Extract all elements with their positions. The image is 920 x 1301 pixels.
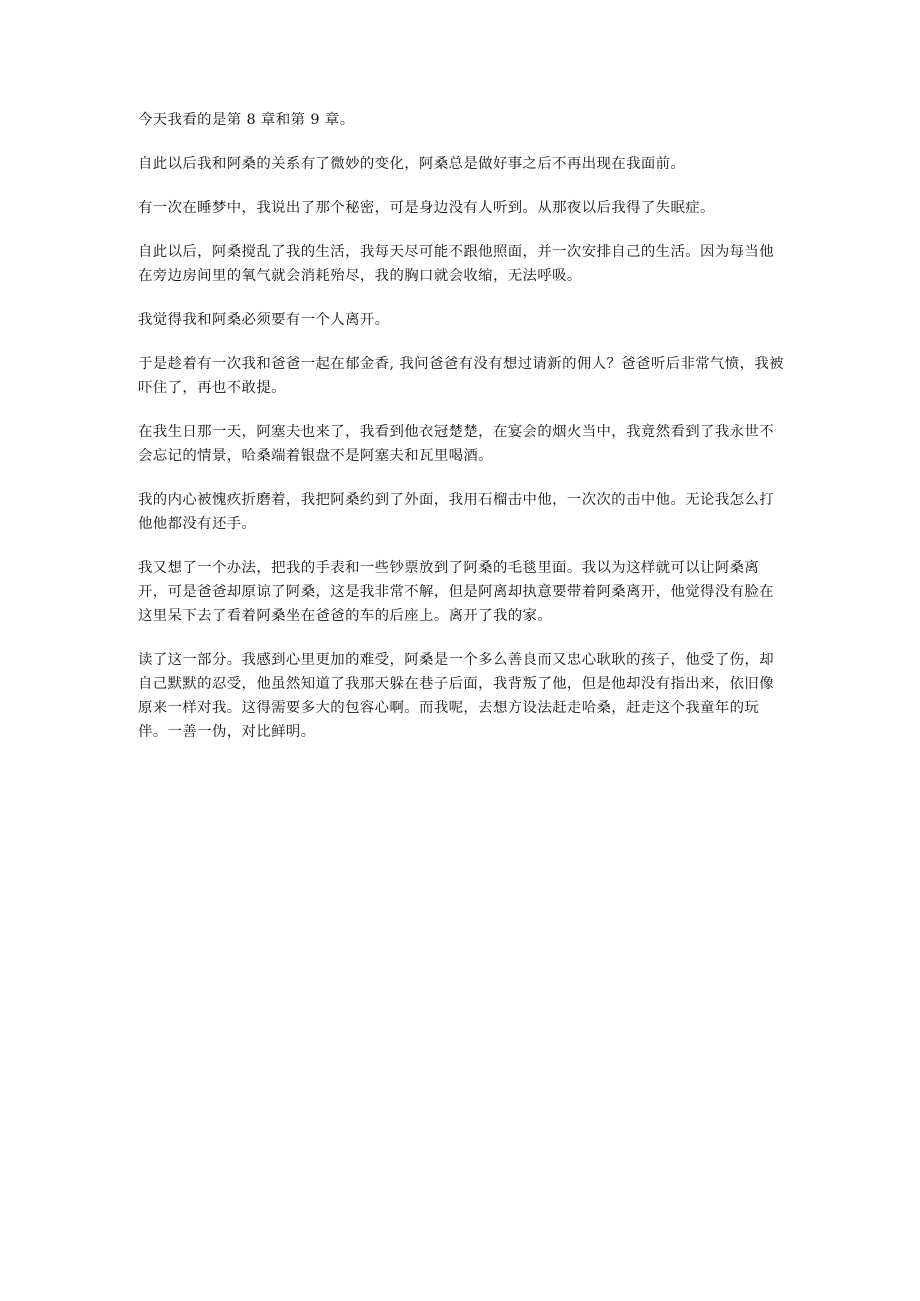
paragraph-5: 我觉得我和阿桑必须要有一个人离开。 <box>138 312 390 328</box>
paragraph-6: 于是趁着有一次我和爸爸一起在郁金香, 我问爸爸有没有想过请新的佣人？爸爸听后非常气愤，我被吓住了，再也不敢提。 <box>138 356 784 396</box>
paragraph-2: 自此以后我和阿桑的关系有了微妙的变化，阿桑总是做好事之后不再出现在我面前。 <box>138 156 686 172</box>
paragraph-1: 今天我看的是第 8 章和第 9 章。 <box>138 112 355 128</box>
paragraph-3: 有一次在睡梦中，我说出了那个秘密，可是身边没有人听到。从那夜以后我得了失眠症。 <box>138 200 715 216</box>
paragraph-8: 我的内心被愧疚折磨着，我把阿桑约到了外面，我用石榴击中他，一次次的击中他。无论我怎么打他他都没有还手。 <box>138 492 774 532</box>
paragraph-4: 自此以后，阿桑搅乱了我的生活，我每天尽可能不跟他照面，并一次安排自己的生活。因为每当他在旁边房间里的氧气就会消耗殆尽，我的胸口就会收缩，无法呼吸。 <box>138 244 774 284</box>
paragraph-9: 我又想了一个办法，把我的手表和一些钞票放到了阿桑的毛毯里面。我以为这样就可以让阿桑离开，可是爸爸却原谅了阿桑，这是我非常不解，但是阿离却执意要带着阿桑离开，他觉得没有脸在这里呆下去了看着阿桑坐在爸爸的车的后座上。离开了我的家。 <box>138 560 774 624</box>
document-body <box>138 108 788 764</box>
paragraph-7: 在我生日那一天，阿塞夫也来了，我看到他衣冠楚楚，在宴会的烟火当中，我竟然看到了我永世不会忘记的情景，哈桑端着银盘不是阿塞夫和瓦里喝酒。 <box>138 424 774 464</box>
paragraph-10: 读了这一部分。我感到心里更加的难受，阿桑是一个多么善良而又忠心耿耿的孩子，他受了伤，却自己默默的忍受，他虽然知道了我那天躲在巷子后面，我背叛了他，但是他却没有指出来，依旧像原来一样对我。这得需要多大的包容心啊。而我呢，去想方设法赶走哈桑，赶走这个我童年的玩伴。一善一伪，对比鲜明。 <box>138 652 774 740</box>
